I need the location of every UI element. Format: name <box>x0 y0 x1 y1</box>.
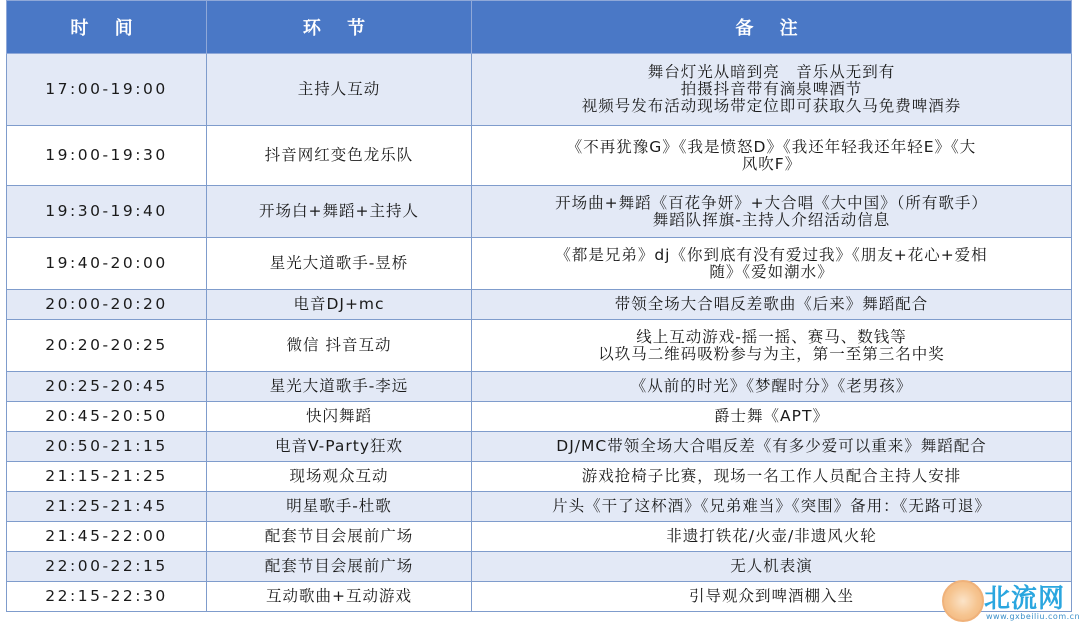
notes-line: DJ/MC带领全场大合唱反差《有多少爱可以重来》舞蹈配合 <box>556 437 987 455</box>
notes-cell <box>472 238 1072 290</box>
table-row <box>7 290 1072 320</box>
table-row <box>7 186 1072 238</box>
notes-cell <box>472 126 1072 186</box>
segment-cell: 星光大道歌手-李远 <box>207 372 472 402</box>
segment-cell: 明星歌手-杜歌 <box>207 492 472 522</box>
table-row <box>7 402 1072 432</box>
segment-cell: 互动歌曲+互动游戏 <box>207 582 472 612</box>
table-row <box>7 582 1072 612</box>
notes-cell <box>472 402 1072 432</box>
notes-cell <box>472 552 1072 582</box>
notes-line: 引导观众到啤酒棚入坐 <box>688 587 854 605</box>
segment-cell: 抖音网红变色龙乐队 <box>207 126 472 186</box>
notes-line: 游戏抢椅子比赛，现场一名工作人员配合主持人安排 <box>581 467 962 485</box>
notes-line: 线上互动游戏-摇一摇、赛马、数钱等 <box>636 327 907 346</box>
notes-line: 带领全场大合唱反差歌曲《后来》舞蹈配合 <box>614 295 929 313</box>
segment-cell: 星光大道歌手-昱桥 <box>207 238 472 290</box>
notes-line: 《都是兄弟》dj《你到底有没有爱过我》《朋友+花心+爱相 <box>555 245 988 264</box>
time-cell: 22:15-22:30 <box>7 582 207 612</box>
time-cell: 21:15-21:25 <box>7 462 207 492</box>
notes-line: 《不再犹豫G》《我是愤怒D》《我还年轻我还年轻E》《大 <box>566 137 977 156</box>
time-cell: 20:50-21:15 <box>7 432 207 462</box>
notes-line: 视频号发布活动现场带定位即可获取久马免费啤酒券 <box>581 97 962 115</box>
table-row <box>7 238 1072 290</box>
notes-line: 舞蹈队挥旗-主持人介绍活动信息 <box>652 210 891 229</box>
segment-cell: 配套节目会展前广场 <box>207 522 472 552</box>
notes-cell <box>472 290 1072 320</box>
time-cell: 22:00-22:15 <box>7 552 207 582</box>
header-row <box>7 1 1072 54</box>
segment-cell: 配套节目会展前广场 <box>207 552 472 582</box>
time-cell: 20:00-20:20 <box>7 290 207 320</box>
table-row <box>7 462 1072 492</box>
table-row <box>7 372 1072 402</box>
notes-line: 《从前的时光》《梦醒时分》《老男孩》 <box>630 377 913 395</box>
notes-cell <box>472 54 1072 126</box>
watermark-url: www.gxbeiliu.com.cn <box>986 612 1080 621</box>
notes-cell <box>472 186 1072 238</box>
segment-cell: 电音V-Party狂欢 <box>207 432 472 462</box>
time-cell: 19:40-20:00 <box>7 238 207 290</box>
segment-cell: 开场白+舞蹈+主持人 <box>207 186 472 238</box>
table-row <box>7 54 1072 126</box>
segment-cell: 主持人互动 <box>207 54 472 126</box>
notes-cell <box>472 522 1072 552</box>
notes-cell <box>472 492 1072 522</box>
segment-cell: 现场观众互动 <box>207 462 472 492</box>
table-row <box>7 432 1072 462</box>
table-row <box>7 522 1072 552</box>
header-segment: 环 节 <box>207 1 472 54</box>
notes-line: 以玖马二维码吸粉参与为主，第一至第三名中奖 <box>598 344 945 363</box>
notes-line: 无人机表演 <box>730 557 813 575</box>
notes-line: 非遗打铁花/火壶/非遗风火轮 <box>666 527 877 545</box>
schedule-table <box>6 0 1072 612</box>
time-cell: 20:20-20:25 <box>7 320 207 372</box>
time-cell: 21:25-21:45 <box>7 492 207 522</box>
notes-line: 随》《爱如潮水》 <box>709 262 834 281</box>
segment-cell: 微信 抖音互动 <box>207 320 472 372</box>
table-row <box>7 492 1072 522</box>
segment-cell: 电音DJ+mc <box>207 290 472 320</box>
time-cell: 17:00-19:00 <box>7 54 207 126</box>
schedule-body <box>7 54 1072 612</box>
segment-cell: 快闪舞蹈 <box>207 402 472 432</box>
notes-cell <box>472 372 1072 402</box>
notes-cell <box>472 320 1072 372</box>
notes-line: 拍摄抖音带有滴泉啤酒节 <box>680 80 863 98</box>
table-row <box>7 552 1072 582</box>
watermark-seal-icon <box>942 580 984 622</box>
watermark-logo <box>942 578 1080 628</box>
notes-line: 开场曲+舞蹈《百花争妍》+大合唱《大中国》（所有歌手） <box>555 193 988 212</box>
notes-line: 舞台灯光从暗到亮 音乐从无到有 <box>647 63 896 81</box>
time-cell: 21:45-22:00 <box>7 522 207 552</box>
header-notes: 备 注 <box>472 1 1072 54</box>
notes-cell <box>472 462 1072 492</box>
time-cell: 20:45-20:50 <box>7 402 207 432</box>
notes-cell <box>472 432 1072 462</box>
time-cell: 20:25-20:45 <box>7 372 207 402</box>
watermark-brand: 北流网 <box>984 584 1066 614</box>
notes-line: 片头《干了这杯酒》《兄弟难当》《突围》备用：《无路可退》 <box>552 497 991 515</box>
time-cell: 19:30-19:40 <box>7 186 207 238</box>
notes-line: 风吹F》 <box>741 154 802 173</box>
schedule-table-wrapper <box>6 0 1071 612</box>
notes-line: 爵士舞《APT》 <box>714 407 829 425</box>
table-row <box>7 126 1072 186</box>
header-time: 时 间 <box>7 1 207 54</box>
table-row <box>7 320 1072 372</box>
time-cell: 19:00-19:30 <box>7 126 207 186</box>
